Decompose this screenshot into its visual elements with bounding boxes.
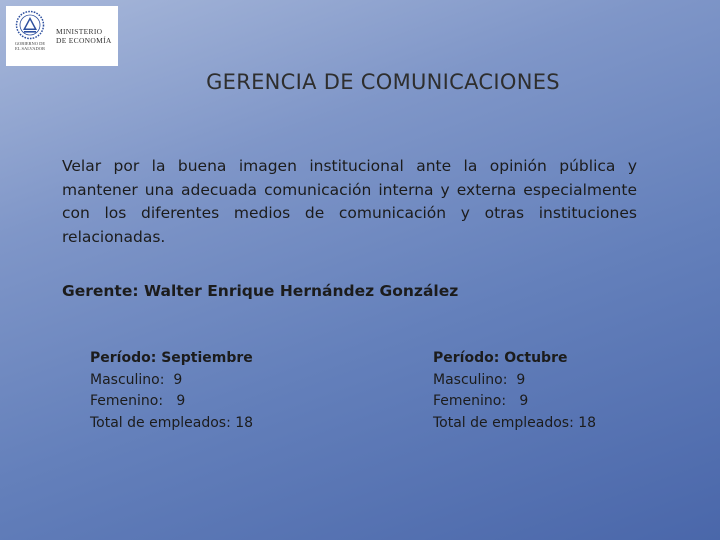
ministry-line: MINISTERIO — [56, 27, 103, 36]
ministry-name — [56, 27, 112, 45]
seal-caption-line: GOBIERNO DE — [14, 41, 46, 46]
ministry-line: DE ECONOMÍA — [56, 36, 112, 45]
total-employees: Total de empleados: 18 — [90, 414, 254, 431]
male-count: Masculino: 9 — [90, 371, 183, 388]
male-count: Masculino: 9 — [433, 371, 526, 388]
government-logo — [6, 6, 118, 66]
seal-caption-line: EL SALVADOR — [15, 46, 45, 51]
female-count: Femenino: 9 — [90, 393, 186, 409]
period-title: Período: Septiembre — [90, 350, 253, 366]
seal-icon — [15, 10, 45, 40]
period-block-september — [90, 348, 253, 434]
page-title: GERENCIA DE COMUNICACIONES — [206, 70, 560, 94]
total-employees: Total de empleados: 18 — [433, 414, 597, 431]
female-count: Femenino: 9 — [433, 393, 529, 409]
period-title: Período: Octubre — [433, 350, 568, 366]
manager-name: Gerente: Walter Enrique Hernández González — [62, 282, 459, 300]
coat-of-arms-seal — [14, 10, 46, 62]
mission-description: Velar por la buena imagen institucional ante la opinión pública y mantener una adecuada comunicación interna y externa especialmente con los diferentes medios de comunicación y otras instituciones relacionadas. — [62, 157, 637, 246]
period-block-october — [433, 348, 596, 434]
